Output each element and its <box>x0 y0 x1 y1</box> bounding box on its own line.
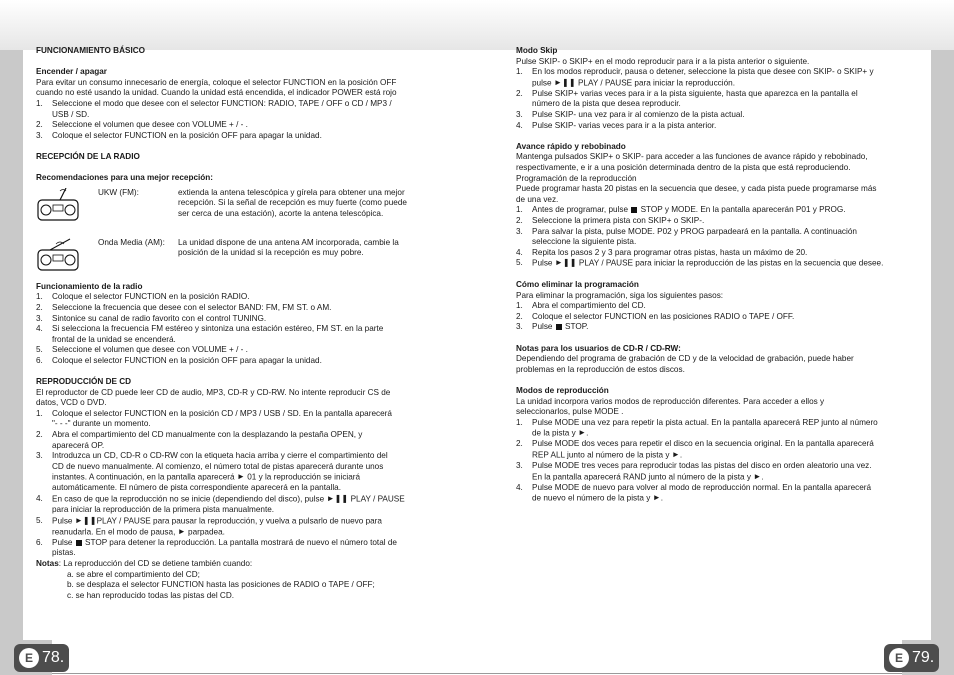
list-text: "- - -" durante un momento. <box>52 419 151 429</box>
list-text: Pulse MODE una vez para repetir la pista actual. En la pantalla aparecerá REP junto al número <box>532 417 878 427</box>
list-text: Pulse SKIP+ varias veces para ir a la pista siguiente, hasta que aparezca en la pantalla el <box>532 88 858 98</box>
list-text: Pulse <box>52 516 73 526</box>
list-text: Coloque el selector FUNCTION en la posición CD / MP3 / USB / SD. En la pantalla aparecerá <box>52 408 392 418</box>
list-item: 3. Pulse SKIP- una vez para ir al comienzo de la pista actual. <box>516 110 918 121</box>
left-page-column <box>36 46 438 601</box>
paragraph-line: Para eliminar la programación, siga los siguientes pasos: <box>516 290 724 300</box>
list-text: PLAY / PAUSE para pausar la reproducción, y vuelva a pulsarlo de nuevo para <box>96 516 382 526</box>
list-item: 3. Sintonice su canal de radio favorito con el control TUNING. <box>36 314 438 325</box>
list-item: 5. Pulse ►❚❚ PLAY / PAUSE para iniciar la reproducción de las pistas en la secuencia que desee. <box>516 258 884 268</box>
list-item: 2. Seleccione el volumen que desee con VOLUME + / - . <box>36 120 438 131</box>
paragraph-line: seleccionarlos, pulse MODE . <box>516 407 624 417</box>
section-title: FUNCIONAMIENTO BÁSICO <box>36 46 146 55</box>
list-text: . <box>679 450 683 460</box>
list-text: CD de nuevo manualmente. Al comienzo, el número total de pistas aparecerá durante unos <box>52 461 384 471</box>
subsection-title: Modo Skip <box>516 46 558 55</box>
subsection-title: Funcionamiento de la radio <box>36 281 143 291</box>
list-item: 3. Coloque el selector FUNCTION en la posición OFF para apagar la unidad. <box>36 131 438 142</box>
top-gradient-band <box>0 0 954 50</box>
list-text: aparecerá OP. <box>52 440 105 450</box>
list-text: para iniciar la reproducción de la primera pista manualmente. <box>52 505 275 515</box>
list-text: REP ALL junto al número de la pista y <box>532 450 670 460</box>
list-text: . <box>761 472 764 482</box>
right-page-column <box>516 46 918 504</box>
play-pause-icon: ►❚❚ <box>74 515 97 525</box>
list-text: Seleccione el volumen que desee con VOLUME + / - . <box>52 120 248 130</box>
list-item: 1. Coloque el selector FUNCTION en la posición RADIO. <box>36 292 438 303</box>
list-text: Pulse <box>532 258 553 268</box>
notes-item: b. se desplaza el selector FUNCTION hasta las posiciones de RADIO o TAPE / OFF; <box>67 580 375 590</box>
list-text: parpadea. <box>185 527 225 537</box>
list-item: 3. Introduzca un CD, CD-R o CD-RW con la etiqueta hacia arriba y cierre el compartimiento del CD de nuevo manualmente. Al comienzo, el número total de pistas aparecerá durante unos instantes. A continuación, en la pantalla aparecerá ► 01 y la reproducción se iniciará automáticamente. El número de pista correspondiente aparecerá en la pantalla. <box>36 451 438 494</box>
list-text: frontal de la unidad se encenderá. <box>52 334 176 344</box>
list-text: En caso de que la reproducción no se inicie (dependiendo del disco), pulse <box>52 494 325 504</box>
page-number-text: 78. <box>42 649 65 666</box>
list-text: de la pista y <box>532 428 576 438</box>
section-title: RECEPCIÓN DE LA RADIO <box>36 151 140 161</box>
paragraph-line: Dependiendo del programa de grabación de CD y de la velocidad de grabación, puede haber <box>516 354 854 364</box>
paragraph-line: problemas en la reproducción de estos discos. <box>516 364 685 374</box>
fm-text: extienda la antena telescópica y gírela para obtener una mejor <box>178 187 405 197</box>
subsection-title: Cómo eliminar la programación <box>516 280 639 289</box>
play-pause-icon: ►❚❚ <box>326 494 349 504</box>
list-text: USB / SD. <box>52 109 90 119</box>
list-text: Seleccione la primera pista con SKIP+ o SKIP-. <box>532 215 705 225</box>
page-number-right <box>884 644 939 672</box>
list-text: STOP y MODE. En la pantalla aparecerán P01 y PROG. <box>638 205 846 215</box>
section-title: REPRODUCCIÓN DE CD <box>36 377 132 387</box>
list-item: 2. Pulse SKIP+ varias veces para ir a la pista siguiente, hasta que aparezca en la pantalla el número de la pista que desea reproducir. <box>516 89 918 110</box>
list-text: Seleccione la frecuencia que desee con el selector BAND: FM, FM ST. o AM. <box>52 302 332 312</box>
language-badge: E <box>889 648 909 668</box>
fm-label: UKW (FM): <box>98 187 139 197</box>
list-item: 6. Coloque el selector FUNCTION en la posición OFF para apagar la unidad. <box>36 356 438 367</box>
list-item: 6. Pulse STOP para detener la reproducción. La pantalla mostrará de nuevo el número total de pistas. <box>36 538 438 559</box>
list-text: Pulse SKIP- una vez para ir al comienzo de la pista actual. <box>532 110 745 120</box>
list-text: automáticamente. El número de pista correspondiente aparecerá en la pantalla. <box>52 483 342 493</box>
radio-fm-antenna-icon <box>36 188 98 238</box>
list-text: seleccione la siguiente pista. <box>532 237 637 247</box>
stop-icon <box>556 324 562 330</box>
list-text: Abra el compartimiento del CD manualmente con la desplazando la pestaña OPEN, y <box>52 430 363 440</box>
list-item: 5. Seleccione el volumen que desee con VOLUME + / - . <box>36 345 438 356</box>
list-item: 1. En los modos reproducir, pausa o detener, seleccione la pista que desee con SKIP- o SKIP+ y pulse ►❚❚ PLAY / PAUSE para iniciar la reproducción. <box>516 67 918 89</box>
list-item: 1. Abra el compartimiento del CD. <box>516 301 918 312</box>
paragraph-line: respectivamente, e ir a una posición determinada dentro de la pista que está reproduciendo. <box>516 163 851 172</box>
list-text: Coloque el selector FUNCTION en la posición OFF para apagar la unidad. <box>52 355 322 365</box>
list-text: En los modos reproducir, pausa o detener, seleccione la pista que desee con SKIP- o SKIP+ y <box>532 67 874 77</box>
play-icon: ► <box>753 471 762 481</box>
list-text: Coloque el selector FUNCTION en las posiciones RADIO o TAPE / OFF. <box>532 311 795 321</box>
play-icon: ► <box>671 449 680 459</box>
paragraph-line: Pulse SKIP- o SKIP+ en el modo reproducir para ir a la pista anterior o siguiente. <box>516 56 810 66</box>
play-pause-icon: ►❚❚ <box>554 258 577 268</box>
list-item: 5. Pulse ►❚❚PLAY / PAUSE para pausar la reproducción, y vuelva a pulsarlo de nuevo para reanudarla. En el modo de pausa, ► parpadea. <box>36 515 382 537</box>
list-text: Coloque el selector FUNCTION en la posición OFF para apagar la unidad. <box>52 130 322 140</box>
list-text: pistas. <box>52 548 76 558</box>
list-item: 4. Repita los pasos 2 y 3 para programar otras pistas, hasta un máximo de 20. <box>516 248 918 259</box>
list-text: 01 y la reproducción se iniciará <box>244 472 361 482</box>
list-item: 1. Seleccione el modo que desee con el selector FUNCTION: RADIO, TAPE / OFF o CD / MP3 / USB / SD. <box>36 99 438 120</box>
list-text: reanudarla. En el modo de pausa, <box>52 527 176 537</box>
page-number-text: 79. <box>912 649 935 666</box>
subsection-title: Notas para los usuarios de CD-R / CD-RW: <box>516 343 681 353</box>
paragraph-line: El reproductor de CD puede leer CD de audio, MP3, CD-R y CD-RW. No intente reproducir CS de <box>36 387 391 397</box>
list-text: Pulse MODE de nuevo para volver al modo de reproducción normal. En la pantalla aparecerá <box>532 482 872 492</box>
paragraph-line: datos, VCD o DVD. <box>36 398 107 408</box>
language-badge: E <box>19 648 39 668</box>
paragraph-line: de una vez. <box>516 194 559 204</box>
list-item: 1. Pulse MODE una vez para repetir la pista actual. En la pantalla aparecerá REP junto al número de la pista y ►. <box>516 418 918 440</box>
stop-icon <box>76 540 82 546</box>
list-text: Pulse MODE dos veces para repetir el disco en la secuencia original. En la pantalla aparecerá <box>532 439 874 449</box>
left-margin-bar <box>0 50 23 640</box>
list-item: 3. Pulse STOP. <box>516 322 589 332</box>
list-item: 4. En caso de que la reproducción no se inicie (dependiendo del disco), pulse ►❚❚ PLAY / PAUSE para iniciar la reproducción de la primera pista manualmente. <box>36 494 438 516</box>
list-item: 2. Abra el compartimiento del CD manualmente con la desplazando la pestaña OPEN, y aparecerá OP. <box>36 430 438 451</box>
list-text: Pulse SKIP- varias veces para ir a la pista anterior. <box>532 120 717 130</box>
list-text: Abra el compartimiento del CD. <box>532 301 646 311</box>
list-text: pulse <box>532 78 552 88</box>
list-text: número de la pista que desea reproducir. <box>532 99 681 109</box>
list-item: 4. Pulse MODE de nuevo para volver al modo de reproducción normal. En la pantalla aparecerá de nuevo el número de la pista y ►. <box>516 483 918 505</box>
list-text: PLAY / PAUSE para iniciar la reproducción de las pistas en la secuencia que desee. <box>576 258 884 268</box>
list-text: Pulse <box>52 537 73 547</box>
list-item: 2. Seleccione la primera pista con SKIP+ o SKIP-. <box>516 216 918 227</box>
paragraph-line: Puede programar hasta 20 pistas en la secuencia que desee, y cada pista puede programarse más <box>516 184 877 194</box>
list-text: instantes. A continuación, en la pantalla aparecerá <box>52 472 235 482</box>
page-number-left <box>14 644 69 672</box>
list-text: Pulse MODE tres veces para reproducir todas las pistas del disco en orden aleatorio una vez. <box>532 461 872 471</box>
fm-recommendation-row <box>36 188 438 238</box>
play-icon: ► <box>652 493 661 503</box>
play-pause-icon: ►❚❚ <box>553 77 576 87</box>
list-item: 1. Coloque el selector FUNCTION en la posición CD / MP3 / USB / SD. En la pantalla aparecerá "- - -" durante un momento. <box>36 409 438 430</box>
list-text: de nuevo el número de la pista y <box>532 493 651 503</box>
notes-text: : La reproducción del CD se detiene también cuando: <box>58 559 253 569</box>
fm-text: recepción. Si la señal de recepción es muy fuerte (como puede <box>178 198 407 208</box>
list-item: 4. Si selecciona la frecuencia FM estéreo y sintoniza una estación estéreo, FM ST. en la parte frontal de la unidad se encenderá. <box>36 324 438 345</box>
subsection-title: Modos de reproducción <box>516 385 609 395</box>
list-text: Introduzca un CD, CD-R o CD-RW con la etiqueta hacia arriba y cierre el compartimiento del <box>52 451 388 461</box>
play-icon: ► <box>577 428 587 438</box>
list-text: Seleccione el volumen que desee con VOLUME + / - . <box>52 345 248 355</box>
footer-rule <box>52 673 902 674</box>
list-item: 3. Pulse MODE tres veces para reproducir todas las pistas del disco en orden aleatorio una vez. En la pantalla aparecerá RAND junto al número de la pista y ►. <box>516 461 918 483</box>
list-item: 1. Antes de programar, pulse STOP y MODE. En la pantalla aparecerán P01 y PROG. <box>516 205 846 215</box>
list-text: PLAY / PAUSE para iniciar la reproducción. <box>575 78 735 88</box>
paragraph-line: Programación de la reproducción <box>516 173 637 183</box>
am-text: posición de la unidad si la recepción es muy pobre. <box>178 248 364 258</box>
list-text: STOP para detener la reproducción. La pantalla mostrará de nuevo el número total de <box>82 537 397 547</box>
list-text: Seleccione el modo que desee con el selector FUNCTION: RADIO, TAPE / OFF o CD / MP3 / <box>52 98 392 108</box>
paragraph-line: Mantenga pulsados SKIP+ o SKIP- para acceder a las funciones de avance rápido y rebobinado, <box>516 152 868 162</box>
notes-label: Notas <box>36 559 59 569</box>
paragraph-line: La unidad incorpora varios modos de reproducción diferentes. Para acceder a ellos y <box>516 396 825 406</box>
list-text: Pulse <box>532 322 553 332</box>
play-icon: ► <box>236 472 245 482</box>
am-label: Onda Media (AM): <box>98 237 165 247</box>
list-text: PLAY / PAUSE <box>348 494 405 504</box>
right-margin-bar <box>931 50 954 640</box>
list-text: Coloque el selector FUNCTION en la posición RADIO. <box>52 292 250 302</box>
list-text: Para salvar la pista, pulse MODE. P02 y PROG parpadeará en la pantalla. A continuación <box>532 226 857 236</box>
list-text: . <box>586 428 589 438</box>
am-recommendation-row <box>36 238 438 282</box>
am-text: La unidad dispone de una antena AM incorporada, cambie la <box>178 237 399 247</box>
list-text: Sintonice su canal de radio favorito con el control TUNING. <box>52 313 267 323</box>
subsection-title: Encender / apagar <box>36 67 107 77</box>
list-text: Antes de programar, pulse <box>532 205 629 215</box>
list-item: 2. Pulse MODE dos veces para repetir el disco en la secuencia original. En la pantalla aparecerá REP ALL junto al número de la pista y ►. <box>516 439 918 461</box>
list-text: Si selecciona la frecuencia FM estéreo y sintoniza una estación estéreo, FM ST. en la parte <box>52 324 384 334</box>
paragraph-line: cuando no esté usando la unidad. Cuando la unidad está encendida, el indicador POWER está rojo <box>36 88 397 98</box>
subsection-title: Recomendaciones para una mejor recepción: <box>36 173 213 183</box>
notes-item: c. se han reproducido todas las pistas del CD. <box>67 590 235 600</box>
list-text: En la pantalla aparecerá RAND junto al número de la pista y <box>532 472 751 482</box>
list-item: 2. Seleccione la frecuencia que desee con el selector BAND: FM, FM ST. o AM. <box>36 303 438 314</box>
list-item: 2. Coloque el selector FUNCTION en las posiciones RADIO o TAPE / OFF. <box>516 312 918 323</box>
radio-am-icon <box>36 238 98 282</box>
list-text: STOP. <box>562 322 589 332</box>
fm-text: ser cerca de una estación), acorte la antena telescópica. <box>178 208 384 218</box>
list-text: Repita los pasos 2 y 3 para programar otras pistas, hasta un máximo de 20. <box>532 247 808 257</box>
list-item: 4. Pulse SKIP- varias veces para ir a la pista anterior. <box>516 121 918 132</box>
list-text: . <box>660 493 664 503</box>
subsection-title: Avance rápido y rebobinado <box>516 141 626 151</box>
list-item: 3. Para salvar la pista, pulse MODE. P02 y PROG parpadeará en la pantalla. A continuación seleccione la siguiente pista. <box>516 227 918 248</box>
play-icon: ► <box>177 526 186 536</box>
paragraph-line: Para evitar un consumo innecesario de energía, coloque el selector FUNCTION en la posición OFF <box>36 77 397 87</box>
notes-item: a. se abre el compartimiento del CD; <box>67 569 200 579</box>
stop-icon <box>631 207 637 213</box>
